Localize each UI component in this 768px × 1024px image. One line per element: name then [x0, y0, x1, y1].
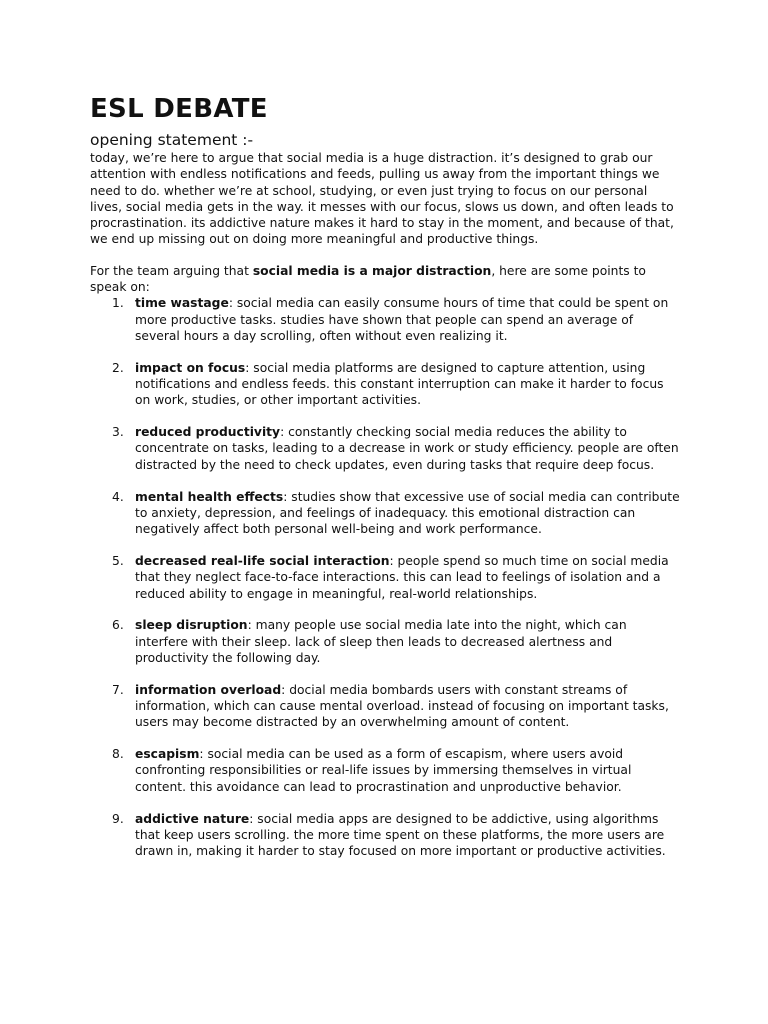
document-title: ESL DEBATE — [90, 94, 268, 124]
point-text: : social media can be used as a form of escapism, where users avoid confronting responsibilities or real-life issues by immersing themselves in virtual content. this avoidance can lead to procrastination and unproductive behavior. — [135, 747, 632, 794]
list-item — [90, 295, 680, 344]
list-item — [90, 489, 680, 538]
point-text: : people spend so much time on social media that they neglect face-to-face interactions. this can lead to feelings of isolation and a reduced ability to engage in meaningful, real-world relationships. — [135, 553, 669, 601]
opening-paragraph: today, we’re here to argue that social media is a huge distraction. it’s designed to grab our attention with endless notifications and feeds, pulling us away from the important things we need to do. whether we’re at school, studying, or even just trying to focus on our personal lives, social media gets in the way. it messes with our focus, slows us down, and often leads to procrastination. its addictive nature makes it hard to stay in the moment, and because of that, we end up missing out on doing more meaningful and productive things. — [90, 151, 674, 247]
point-text: : docial media bombards users with constant streams of information, which can cause mental overload. instead of focusing on important tasks, users may become distracted by an overwhelming amount of content. — [135, 682, 669, 730]
list-item — [90, 746, 680, 795]
list-number: 3. — [112, 425, 124, 440]
point-text: : studies show that excessive use of social media can contribute to anxiety, depression, and feelings of inadequacy. this emotional distraction can negatively affect both personal well-being and work performance. — [135, 489, 680, 537]
list-number: 1. — [112, 296, 124, 311]
list-item — [90, 617, 680, 666]
list-number: 9. — [112, 811, 124, 826]
point-term: escapism — [135, 747, 200, 762]
list-item — [90, 553, 680, 602]
list-number: 4. — [112, 489, 124, 504]
intro-text-before: For the team arguing that — [90, 263, 253, 278]
point-term: sleep disruption — [135, 618, 248, 633]
list-item — [90, 424, 680, 473]
point-term: mental health effects — [135, 489, 284, 504]
list-item — [90, 360, 680, 409]
intro-text-after: , here are some points to speak on: — [90, 263, 646, 295]
point-term: information overload — [135, 682, 282, 697]
point-term: decreased real-life social interaction — [135, 553, 390, 568]
points-intro — [90, 263, 680, 296]
document-page — [90, 92, 680, 875]
points-list — [90, 295, 680, 859]
point-term: impact on focus — [135, 360, 246, 375]
point-text: : social media platforms are designed to capture attention, using notifications and endless feeds. this constant interruption can make it harder to focus on work, studies, or other important activities. — [135, 360, 664, 408]
point-text: : social media apps are designed to be addictive, using algorithms that keep users scrolling. the more time spent on these platforms, the more users are drawn in, making it harder to stay focused on more important or productive activities. — [135, 811, 666, 859]
point-text: : social media can easily consume hours of time that could be spent on more productive tasks. studies have shown that people can spend an average of several hours a day scrolling, often without even realizing it. — [135, 296, 669, 343]
point-text: : constantly checking social media reduces the ability to concentrate on tasks, leading to a decrease in work or study efficiency. people are often distracted by the need to check updates, even during tasks that require deep focus. — [135, 425, 679, 472]
list-number: 5. — [112, 553, 124, 568]
point-term: reduced productivity — [135, 425, 281, 440]
list-number: 2. — [112, 360, 124, 375]
intro-text-bold: social media is a major distraction — [252, 263, 492, 278]
list-number: 7. — [112, 682, 124, 697]
list-number: 6. — [112, 618, 124, 633]
list-item — [90, 811, 680, 860]
point-term: time wastage — [135, 296, 229, 311]
list-number: 8. — [112, 747, 124, 762]
list-item — [90, 682, 680, 731]
point-text: : many people use social media late into the night, which can interfere with their sleep. lack of sleep then leads to decreased alertness and productivity the following day. — [135, 618, 627, 665]
section-subtitle: opening statement :- — [90, 131, 254, 149]
point-term: addictive nature — [135, 811, 250, 826]
